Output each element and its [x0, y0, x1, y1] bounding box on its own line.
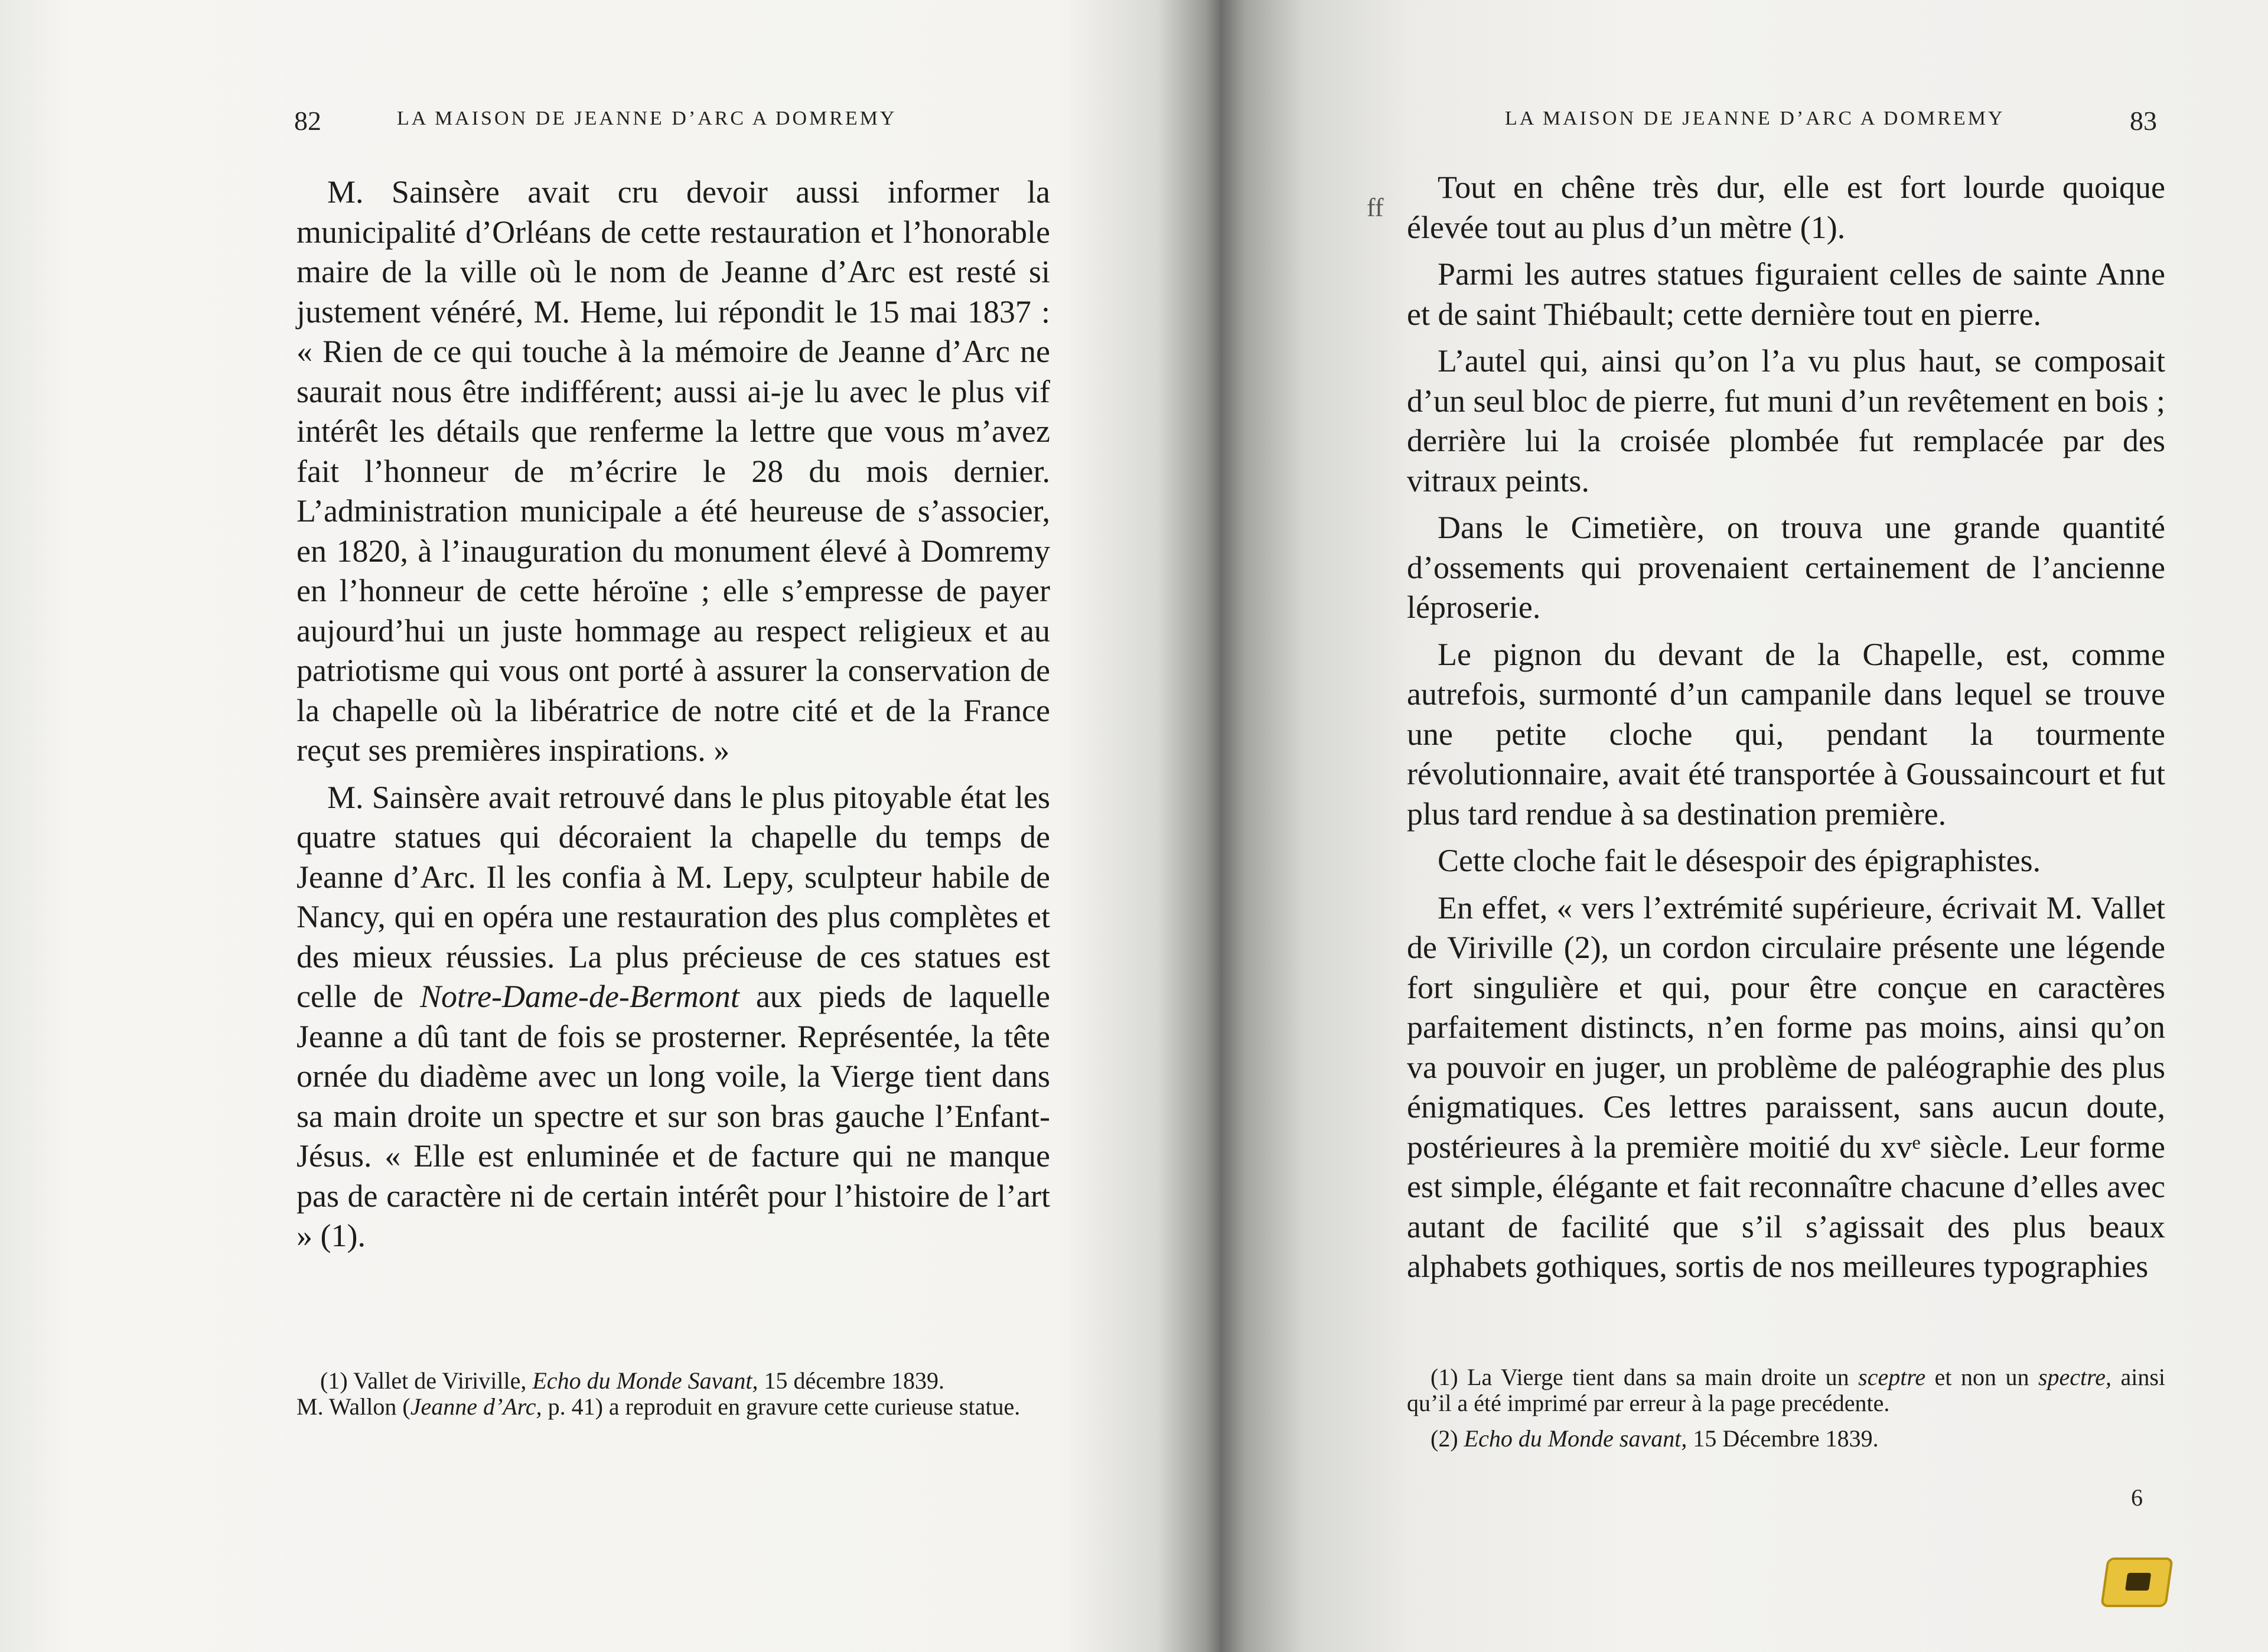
margin-mark: ff — [1367, 193, 1384, 222]
left-footnotes — [296, 1368, 1050, 1429]
rfn1-a: (1) La Vierge tient dans sa main droite un — [1430, 1364, 1849, 1390]
rfn1-spectre: spectre, — [2038, 1364, 2111, 1390]
signature-mark: 6 — [2131, 1484, 2143, 1511]
right-paragraph-5: Le pignon du devant de la Chapelle, est, comme autrefois, surmonté d’un campanile dans lequel se trouve une petite cloche qui, pendant la tourmente révolutionnaire, avait été transportée à Goussaincourt et fut plus tard rendue à sa destination première. — [1407, 636, 2165, 832]
left-body — [296, 172, 1050, 1263]
footnote-lead: (1) Vallet de Viriville, — [320, 1367, 527, 1394]
right-paragraph-3: L’autel qui, ainsi qu’on l’a vu plus haut, se composait d’un seul bloc de pierre, fut muni d’un revêtement en bois ; derrière lui la croisée plombée fut remplacée par des vitraux peints. — [1407, 343, 2165, 498]
footnote-line2-start: M. Wallon ( — [296, 1393, 410, 1420]
right-footnotes — [1407, 1364, 2165, 1461]
right-footnote-2 — [1407, 1426, 2165, 1452]
footnote-italic: Echo du Monde Savant, — [532, 1367, 758, 1394]
right-footnote-1 — [1407, 1364, 2165, 1416]
rfn2-italic: Echo du Monde savant, — [1464, 1425, 1687, 1452]
right-paragraph-6: Cette cloche fait le désespoir des épigraphistes. — [1438, 843, 2041, 878]
left-paragraph-2-start: M. Sainsère avait retrouvé dans le plus pitoyable état les quatre statues qui décoraient la chapelle du temps de Jeanne d’Arc. Il les confia à M. Lepy, sculpteur habile de Nancy, qui en opéra une restauration des plus complètes et des mieux réussies. La plus précieuse de ces statues est celle de — [296, 779, 1050, 1014]
running-head-right: LA MAISON DE JEANNE D’ARC A DOMREMY — [1505, 107, 2005, 129]
left-paragraph-2-end: aux pieds de laquelle Jeanne a dû tant de fois se prosterner. Représentée, la tête ornée du diadème avec un long voile, la Vierge tient dans sa main droite un spectre et sur son bras gauche l’Enfant-Jésus. « Elle est enluminée et de facture qui ne manque pas de caractère ni de certain intérêt pour l’histoire de l’art » (1). — [296, 979, 1050, 1253]
left-footnote-1 — [296, 1368, 1050, 1420]
viewer-badge-icon[interactable] — [2100, 1557, 2174, 1607]
footnote-date: 15 décembre 1839. — [764, 1367, 944, 1394]
right-body — [1407, 168, 2165, 1294]
left-paragraph-2 — [296, 778, 1050, 1256]
right-paragraph-7: En effet, « vers l’extrémité supérieure, écrivait M. Vallet de Viriville (2), un cordon circulaire présente une légende fort singulière et qui, pour être conçue en caractères parfaitement distincts, n’en forme pas moins, ainsi qu’on va pouvoir en juger, un problème de paléographie des plus énigmatiques. Ces lettres paraissent, sans aucun doute, postérieures à la première moitié du xvᵉ siècle. Leur forme est simple, élégante et fait reconnaître chacune d’elles avec autant de facilité que s’il s’agissait des plus beaux alphabets gothiques, sortis de nos meilleures typographies — [1407, 889, 2165, 1284]
page-number-left: 82 — [294, 106, 321, 136]
right-page — [1221, 0, 2268, 1652]
rfn1-c: ainsi qu’il a été imprimé par erreur à la page precédente. — [1407, 1364, 2166, 1416]
right-paragraph-2: Parmi les autres statues figuraient celles de sainte Anne et de saint Thiébault; cette dernière tout en pierre. — [1407, 256, 2165, 332]
rfn1-b: et non un — [1934, 1364, 2029, 1390]
rfn2-b: 15 Décembre 1839. — [1693, 1425, 1879, 1452]
rfn2-a: (2) — [1430, 1425, 1458, 1452]
footnote-line2-italic: Jeanne d’Arc, — [410, 1393, 542, 1420]
italic-notre-dame: Notre-Dame-de-Bermont — [420, 979, 739, 1014]
running-head-left: LA MAISON DE JEANNE D’ARC A DOMREMY — [397, 107, 897, 129]
rfn1-sceptre: sceptre — [1858, 1364, 1926, 1390]
right-paragraph-4: Dans le Cimetière, on trouva une grande quantité d’ossements qui provenaient certainement de l’ancienne léproserie. — [1407, 510, 2165, 625]
footnote-line2-end: p. 41) a reproduit en gravure cette curieuse statue. — [548, 1393, 1021, 1420]
badge-window-icon — [2125, 1573, 2151, 1591]
right-paragraph-1: Tout en chêne très dur, elle est fort lourde quoique élevée tout au plus d’un mètre (1). — [1407, 170, 2165, 245]
page-number-right: 83 — [2130, 106, 2157, 136]
left-paragraph-1: M. Sainsère avait cru devoir aussi informer la municipalité d’Orléans de cette restauration et l’honorable maire de la ville où le nom de Jeanne d’Arc est resté si justement vénéré, M. Heme, lui répondit le 15 mai 1837 : « Rien de ce qui touche à la mémoire de Jeanne d’Arc ne saurait nous être indifférent; aussi ai-je lu avec le plus vif intérêt les détails que renferme la lettre que vous m’avez fait l’honneur de m’écrire le 28 du mois dernier. L’administration municipale a été heureuse de s’associer, en 1820, à l’inauguration du monument élevé à Domremy en l’honneur de cette héroïne ; elle s’empresse de payer aujourd’hui un juste hommage au respect religieux et au patriotisme qui vous ont porté à assurer la conservation de la chapelle où la libératrice de notre cité et de la France reçut ses premières inspirations. » — [296, 174, 1050, 768]
